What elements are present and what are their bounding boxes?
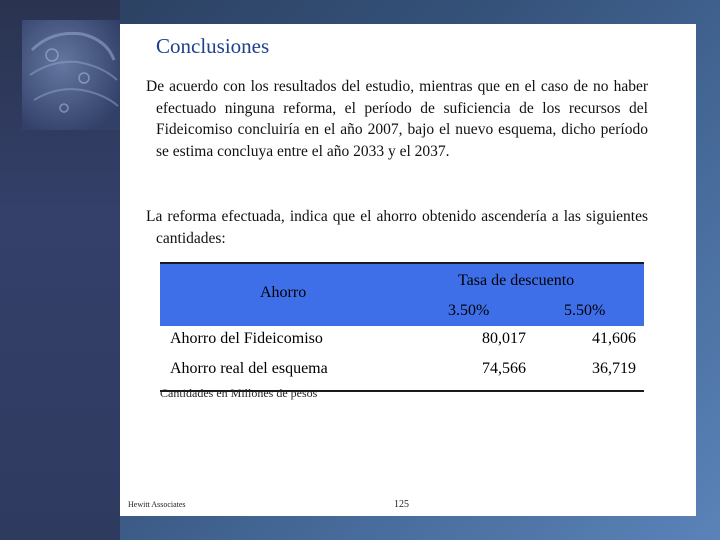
table-header bbox=[160, 262, 644, 326]
conclusion-paragraph-2: La reforma efectuada, indica que el ahorro obtenido ascendería a las siguientes cantidades: bbox=[146, 208, 648, 247]
slide-content bbox=[120, 24, 696, 516]
footer-company: Hewitt Associates bbox=[128, 500, 186, 509]
row-value-rate-2: 41,606 bbox=[592, 330, 636, 347]
row-value-rate-1: 74,566 bbox=[482, 360, 526, 377]
header-ahorro: Ahorro bbox=[260, 284, 307, 301]
header-rate-2: 5.50% bbox=[564, 302, 606, 319]
conclusion-paragraph-1: De acuerdo con los resultados del estudio, mientras que en el caso de no haber efectuado ninguna reforma, el período de suficiencia de los recursos del Fideicomiso concluiría en el año 2007, bajo el nuevo esquema, dicho período se estima concluya entre el año 2033 y el 2037. bbox=[146, 78, 648, 160]
units-note: Cantidades en Millones de pesos bbox=[160, 386, 318, 400]
row-label: Ahorro real del esquema bbox=[170, 360, 328, 377]
row-label: Ahorro del Fideicomiso bbox=[170, 330, 323, 347]
header-rate-1: 3.50% bbox=[448, 302, 490, 319]
header-tasa-descuento: Tasa de descuento bbox=[458, 272, 575, 289]
table-row bbox=[160, 326, 644, 356]
page-number: 125 bbox=[394, 499, 409, 510]
watermark-emblem-icon bbox=[22, 20, 122, 130]
row-value-rate-2: 36,719 bbox=[592, 360, 636, 377]
row-value-rate-1: 80,017 bbox=[482, 330, 526, 347]
slide-title: Conclusiones bbox=[156, 34, 270, 58]
savings-table bbox=[160, 262, 644, 392]
